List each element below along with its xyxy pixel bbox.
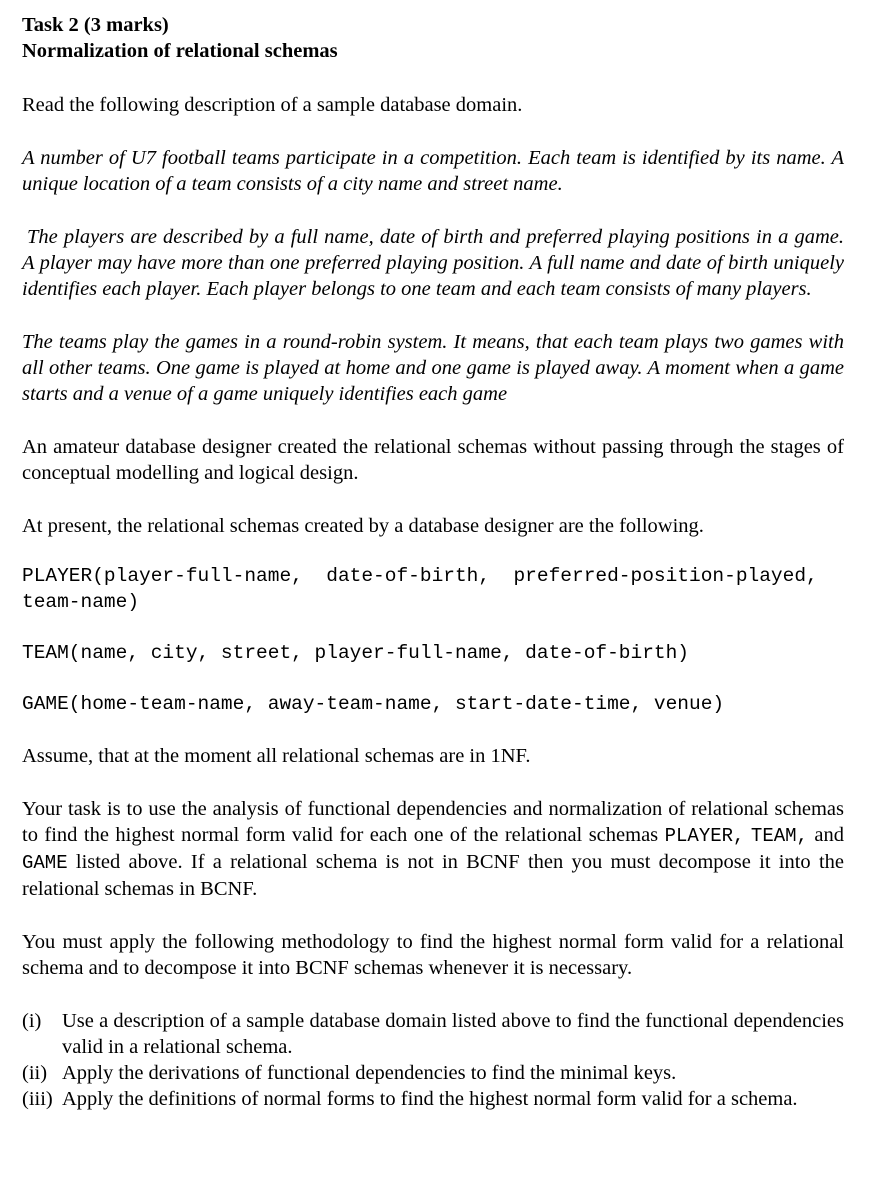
task-subtitle: Normalization of relational schemas xyxy=(22,40,338,62)
schema-name-team: TEAM, xyxy=(750,825,808,847)
domain-paragraph-games: The teams play the games in a round-robin system. It means, that each team plays two games with all other teams. One game is played at home and one game is played away. A moment when a game starts and a venue of a game uniquely identifies each game xyxy=(22,331,844,405)
present-paragraph: At present, the relational schemas created by a database designer are the following. xyxy=(22,515,704,537)
task-text-mid: and xyxy=(807,824,844,846)
schema-player: PLAYER(player-full-name, date-of-birth, preferred-position-played, team-name) xyxy=(22,565,830,613)
task-paragraph xyxy=(22,796,844,902)
list-item xyxy=(22,1008,844,1060)
document-page xyxy=(22,12,844,1112)
step-number: (iii) xyxy=(22,1088,53,1110)
schema-team: TEAM(name, city, street, player-full-name, date-of-birth) xyxy=(22,642,690,664)
step-text: Apply the derivations of functional dependencies to find the minimal keys. xyxy=(62,1062,677,1084)
designer-paragraph: An amateur database designer created the relational schemas without passing through the stages of conceptual modelling and logical design. xyxy=(22,436,844,484)
schema-game: GAME(home-team-name, away-team-name, start-date-time, venue) xyxy=(22,693,725,715)
methodology-steps xyxy=(22,1008,844,1112)
task-text-before: Your task is to use the analysis of functional dependencies and normalization of relational schemas to find the highest normal form valid for each one of the relational schemas xyxy=(22,798,844,846)
assumption-paragraph: Assume, that at the moment all relational schemas are in 1NF. xyxy=(22,745,531,767)
intro-paragraph: Read the following description of a sample database domain. xyxy=(22,94,523,116)
domain-paragraph-players: The players are described by a full name, date of birth and preferred playing positions in a game. A player may have more than one preferred playing position. A full name and date of birth uniquely identifies each player. Each player belongs to one team and each team consists of many players. xyxy=(22,226,844,300)
step-number: (ii) xyxy=(22,1062,48,1084)
step-text: Apply the definitions of normal forms to find the highest normal form valid for a schema. xyxy=(62,1088,798,1110)
schema-name-player: PLAYER, xyxy=(664,825,745,847)
domain-paragraph-teams: A number of U7 football teams participate in a competition. Each team is identified by its name. A unique location of a team consists of a city name and street name. xyxy=(22,147,844,195)
list-item xyxy=(22,1060,844,1086)
list-item xyxy=(22,1086,844,1112)
task-title: Task 2 (3 marks) xyxy=(22,14,169,36)
step-number: (i) xyxy=(22,1010,42,1032)
task-text-after: listed above. If a relational schema is not in BCNF then you must decompose it into the relational schemas in BCNF. xyxy=(22,851,844,900)
step-text: Use a description of a sample database domain listed above to find the functional dependencies valid in a relational schema. xyxy=(62,1010,844,1058)
methodology-paragraph: You must apply the following methodology to find the highest normal form valid for a relational schema and to decompose it into BCNF schemas whenever it is necessary. xyxy=(22,931,844,979)
schema-name-game: GAME xyxy=(22,852,68,874)
